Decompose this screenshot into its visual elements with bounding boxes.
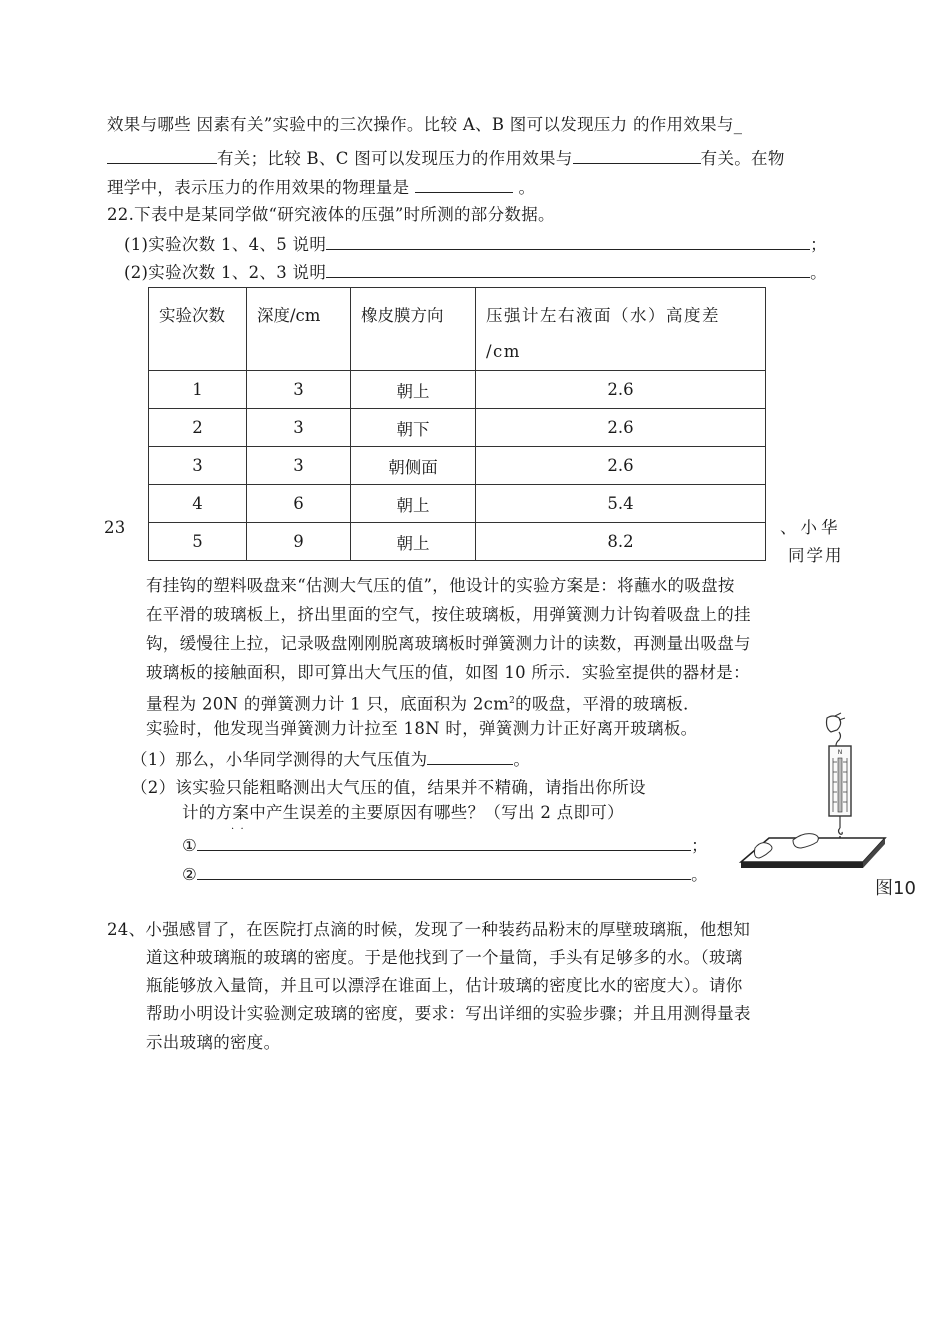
pressure-data-table — [148, 287, 766, 561]
q23-line: 玻璃板的接触面积，即可算出大气压的值，如图 10 所示．实验室提供的器材是： — [146, 663, 750, 682]
table-header-cell: 橡皮膜方向 — [351, 288, 476, 371]
answer-blank[interactable] — [326, 233, 810, 250]
q21-line-1: 效果与哪些 因素有关”实验中的三次操作。比较 A、B 图可以发现压力 的作用效果与_ — [107, 115, 743, 134]
q21-line-3: 理学中，表示压力的作用效果的物理量是 。 — [107, 178, 536, 197]
table-cell: 9 — [247, 523, 351, 561]
table-cell: 3 — [247, 447, 351, 485]
q24-line: 道这种玻璃瓶的玻璃的密度。于是他找到了一个量筒，手头有足够多的水。（玻璃 — [146, 948, 743, 967]
answer-blank[interactable] — [197, 834, 691, 851]
q23-part-1: （1）那么，小华同学测得的大气压值为 。 — [131, 750, 531, 769]
table-header-cell: 深度/cm — [247, 288, 351, 371]
q23-line-6: 实验时，他发现当弹簧测力计拉至 18N 时，弹簧测力计正好离开玻璃板。 — [146, 719, 698, 738]
table-cell: 朝侧面 — [351, 447, 476, 485]
table-row — [149, 523, 766, 561]
table-cell: 2.6 — [476, 371, 766, 409]
table-cell: 朝下 — [351, 409, 476, 447]
q23-answer-1: ① ； — [182, 836, 708, 855]
answer-blank[interactable] — [107, 147, 217, 164]
spring-scale-illustration — [735, 712, 920, 902]
table-row — [149, 409, 766, 447]
q23-part-2-line-1: （2）该实验只能粗略测出大气压的值，结果并不精确，请指出你所设 — [131, 778, 646, 797]
table-row — [149, 447, 766, 485]
table-row — [149, 371, 766, 409]
answer-blank[interactable] — [326, 261, 810, 278]
answer-blank[interactable] — [427, 748, 513, 765]
q23-line: 在平滑的玻璃板上，挤出里面的空气，按住玻璃板，用弹簧测力计钩着吸盘上的挂 — [146, 605, 751, 624]
q23-line: 钩，缓慢往上拉，记录吸盘刚刚脱离玻璃板时弹簧测力计的读数，再测量出吸盘与 — [146, 634, 751, 653]
table-cell: 4 — [149, 485, 247, 523]
q24-line: 24、小强感冒了，在医院打点滴的时候，发现了一种装药品粉末的厚壁玻璃瓶，他想知 — [107, 920, 751, 939]
q22-title: 22.下表中是某同学做“研究液体的压强”时所测的部分数据。 — [107, 205, 555, 224]
table-cell: 3 — [247, 371, 351, 409]
answer-blank[interactable] — [415, 176, 513, 193]
table-cell: 8.2 — [476, 523, 766, 561]
table-cell: 3 — [149, 447, 247, 485]
table-cell: 2.6 — [476, 447, 766, 485]
q23-line: 有挂钩的塑料吸盘来“估测大气压的值”，他设计的实验方案是：将蘸水的吸盘按 — [146, 576, 735, 595]
q24-line: 帮助小明设计实验测定玻璃的密度，要求：写出详细的实验步骤；并且用测得量表 — [146, 1004, 751, 1023]
q21-line-2: 有关；比较 B、C 图可以发现压力的作用效果与 有关。在物 — [107, 147, 785, 169]
figure-label: 图10 — [875, 878, 916, 899]
answer-blank[interactable] — [573, 147, 701, 164]
q22-sub-2: (2)实验次数 1、2、3 说明 。 — [124, 263, 827, 282]
table-cell: 2 — [149, 409, 247, 447]
q22-sub-1: (1)实验次数 1、4、5 说明 ； — [124, 235, 827, 254]
table-cell: 2.6 — [476, 409, 766, 447]
table-cell: 朝上 — [351, 523, 476, 561]
table-cell: 3 — [247, 409, 351, 447]
table-cell: 5 — [149, 523, 247, 561]
table-header-cell: 实验次数 — [149, 288, 247, 371]
q23-head-right: 、小华 — [780, 518, 842, 537]
q23-line-5: 量程为 20N 的弹簧测力计 1 只，底面积为 $2cm^2$的吸盘，平滑的玻璃板． — [146, 694, 700, 714]
q23-part-2-line-2: 计的方案中产生误差的主要原因有哪些？（写出 2 点即可） — [182, 803, 624, 822]
table-cell: 朝上 — [351, 371, 476, 409]
answer-blank[interactable] — [197, 863, 691, 880]
table-cell: 6 — [247, 485, 351, 523]
table-row — [149, 485, 766, 523]
q24-line: 瓶能够放入量筒，并且可以漂浮在谁面上，估计玻璃的密度比水的密度大）。请你 — [146, 976, 743, 995]
figure-10 — [735, 712, 920, 902]
q23-head-right-2: 同学用 — [788, 546, 844, 565]
q23-answer-2: ② 。 — [182, 865, 708, 884]
table-cell: 5.4 — [476, 485, 766, 523]
q24-line: 示出玻璃的密度。 — [146, 1033, 281, 1052]
table-header-row — [149, 288, 766, 371]
table-cell: 朝上 — [351, 485, 476, 523]
table-header-cell: 压强计左右液面（水）高度差 /cm — [476, 288, 766, 371]
emphasis-dots: · · — [231, 824, 244, 835]
q23-number: 23 — [104, 518, 126, 537]
table-cell: 1 — [149, 371, 247, 409]
svg-text:N: N — [837, 749, 843, 756]
